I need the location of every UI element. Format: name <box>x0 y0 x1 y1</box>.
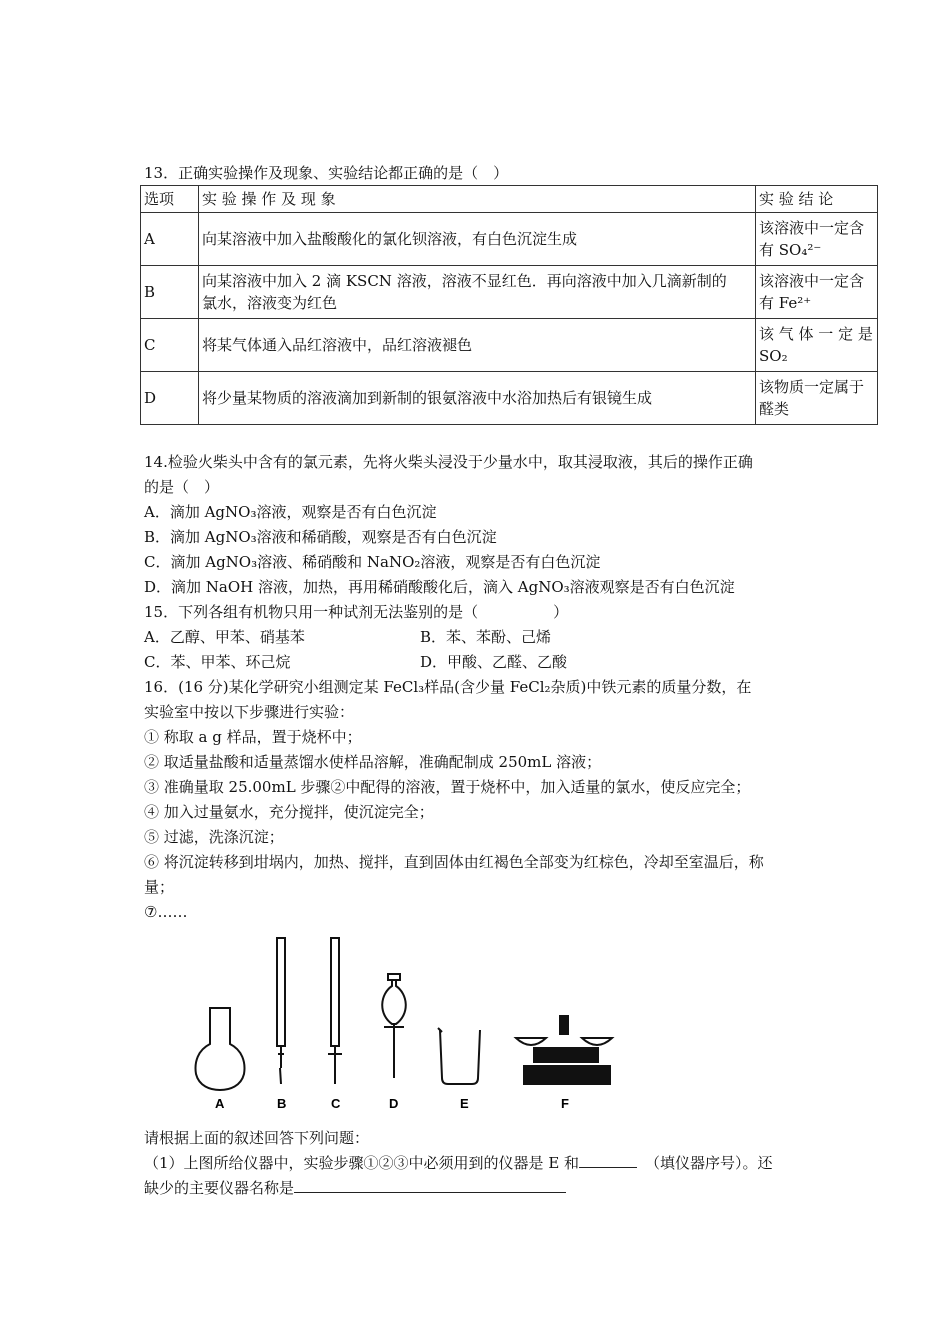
questions-14-16 <box>144 450 764 925</box>
beaker-icon <box>438 1028 480 1084</box>
q16-part1-text-a: （1）上图所给仪器中，实验步骤①②③中必须用到的仪器是 E 和 <box>144 1154 580 1172</box>
operation-line: 氯水，溶液变为红色 <box>202 294 338 312</box>
burette-stopcock-icon <box>328 938 342 1084</box>
header-operation: 实 验 操 作 及 现 象 <box>199 186 756 213</box>
conclusion-cell <box>756 319 878 372</box>
volumetric-flask-icon <box>196 1008 245 1090</box>
q16-step-5: ⑤ 过滤，洗涤沉淀； <box>144 828 284 846</box>
q14-option-c: C．滴加 AgNO₃溶液、稀硝酸和 NaNO₂溶液，观察是否有白色沉淀 <box>144 553 601 571</box>
q15-option-a: A．乙醇、甲苯、硝基苯 <box>144 628 305 646</box>
q16-part1-text-c: 缺少的主要仪器名称是 <box>144 1179 295 1197</box>
q14-stem-line1: 14.检验火柴头中含有的氯元素，先将火柴头浸没于少量水中，取其浸取液，其后的操作正确 <box>144 453 753 471</box>
table-row <box>141 372 878 425</box>
q16-part1-line2 <box>144 1176 773 1201</box>
conclusion-line: 有 SO₄²⁻ <box>759 241 822 259</box>
operation-line: 向某溶液中加入 2 滴 KSCN 溶液，溶液不显红色．再向溶液中加入几滴新制的 <box>202 272 727 290</box>
header-option: 选项 <box>141 186 199 213</box>
table-header-row <box>141 186 878 213</box>
q16-part1-text-b: （填仪器序号）。还 <box>645 1154 773 1172</box>
figure-label-e: E <box>460 1096 469 1111</box>
q15-options-row1 <box>144 625 764 650</box>
conclusion-line: 该物质一定属于 <box>759 378 865 396</box>
question-13-stem: 13．正确实验操作及现象、实验结论都正确的是（ ） <box>144 164 509 182</box>
operation-cell <box>199 266 756 319</box>
answer-blank-missing-instrument[interactable] <box>294 1176 566 1193</box>
conclusion-line: 该溶液中一定含 <box>759 272 865 290</box>
apparatus-figure <box>186 928 644 1116</box>
q16-step-3: ③ 准确量取 25.00mL 步骤②中配得的溶液，置于烧杯中，加入适量的氯水，使反应完全； <box>144 778 751 796</box>
figure-label-a: A <box>215 1096 225 1111</box>
q16-step-6: ⑥ 将沉淀转移到坩埚内，加热、搅拌，直到固体由红褐色全部变为红棕色，冷却至室温后，称 <box>144 853 764 871</box>
q15-options-row2 <box>144 650 764 675</box>
q15-stem: 15．下列各组有机物只用一种试剂无法鉴别的是（ ） <box>144 603 569 621</box>
conclusion-line: 醛类 <box>759 400 790 418</box>
figure-label-c: C <box>331 1096 341 1111</box>
option-cell: D <box>141 372 199 425</box>
q16-stem-line1: 16．(16 分)某化学研究小组测定某 FeCl₃样品(含少量 FeCl₂杂质)中铁元素的质量分数，在 <box>144 678 752 696</box>
option-cell: A <box>141 213 199 266</box>
q16-step-7: ⑦…… <box>144 903 188 921</box>
q14-option-b: B．滴加 AgNO₃溶液和稀硝酸，观察是否有白色沉淀 <box>144 528 497 546</box>
q14-option-d: D．滴加 NaOH 溶液，加热，再用稀硝酸酸化后，滴入 AgNO₃溶液观察是否有白色沉淀 <box>144 578 735 596</box>
burette-icon <box>277 938 285 1084</box>
conclusion-cell <box>756 372 878 425</box>
table-row <box>141 319 878 372</box>
conclusion-cell <box>756 213 878 266</box>
q16-ask: 请根据上面的叙述回答下列问题： <box>144 1129 370 1147</box>
apparatus-drawing <box>186 928 644 1116</box>
header-conclusion: 实 验 结 论 <box>756 186 878 213</box>
conclusion-cell <box>756 266 878 319</box>
figure-label-f: F <box>561 1096 569 1111</box>
q16-part1-line1 <box>144 1151 773 1176</box>
option-cell: B <box>141 266 199 319</box>
table-row <box>141 213 878 266</box>
figure-label-b: B <box>277 1096 287 1111</box>
conclusion-line: SO₂ <box>759 347 788 365</box>
operation-cell: 将某气体通入品红溶液中，品红溶液褪色 <box>199 319 756 372</box>
separatory-funnel-icon <box>382 974 406 1078</box>
q15-option-c: C．苯、甲苯、环己烷 <box>144 653 291 671</box>
q16-step-2: ② 取适量盐酸和适量蒸馏水使样品溶解，准确配制成 250mL 溶液； <box>144 753 602 771</box>
figure-label-d: D <box>389 1096 399 1111</box>
q15-option-d: D．甲酸、乙醛、乙酸 <box>420 653 568 671</box>
conclusion-line: 该溶液中一定含 <box>759 219 865 237</box>
q16-stem-line2: 实验室中按以下步骤进行实验： <box>144 703 355 721</box>
answer-table <box>140 185 878 425</box>
q16-step-1: ① 称取 a g 样品，置于烧杯中； <box>144 728 362 746</box>
answer-blank-instruments[interactable] <box>579 1151 637 1168</box>
q14-stem-line2: 的是（ ） <box>144 478 220 496</box>
q16-step-4: ④ 加入过量氨水，充分搅拌，使沉淀完全； <box>144 803 434 821</box>
conclusion-line: 该 气 体 一 定 是 <box>759 325 873 343</box>
q14-option-a: A．滴加 AgNO₃溶液，观察是否有白色沉淀 <box>144 503 437 521</box>
option-cell: C <box>141 319 199 372</box>
q16-step-6-cont: 量； <box>144 878 175 896</box>
question-16-parts <box>144 1126 773 1201</box>
operation-cell: 将少量某物质的溶液滴加到新制的银氨溶液中水浴加热后有银镜生成 <box>199 372 756 425</box>
table-row <box>141 266 878 319</box>
balance-scale-icon <box>516 1016 612 1084</box>
q15-option-b: B．苯、苯酚、己烯 <box>420 628 552 646</box>
operation-cell: 向某溶液中加入盐酸酸化的氯化钡溶液，有白色沉淀生成 <box>199 213 756 266</box>
conclusion-line: 有 Fe²⁺ <box>759 294 812 312</box>
